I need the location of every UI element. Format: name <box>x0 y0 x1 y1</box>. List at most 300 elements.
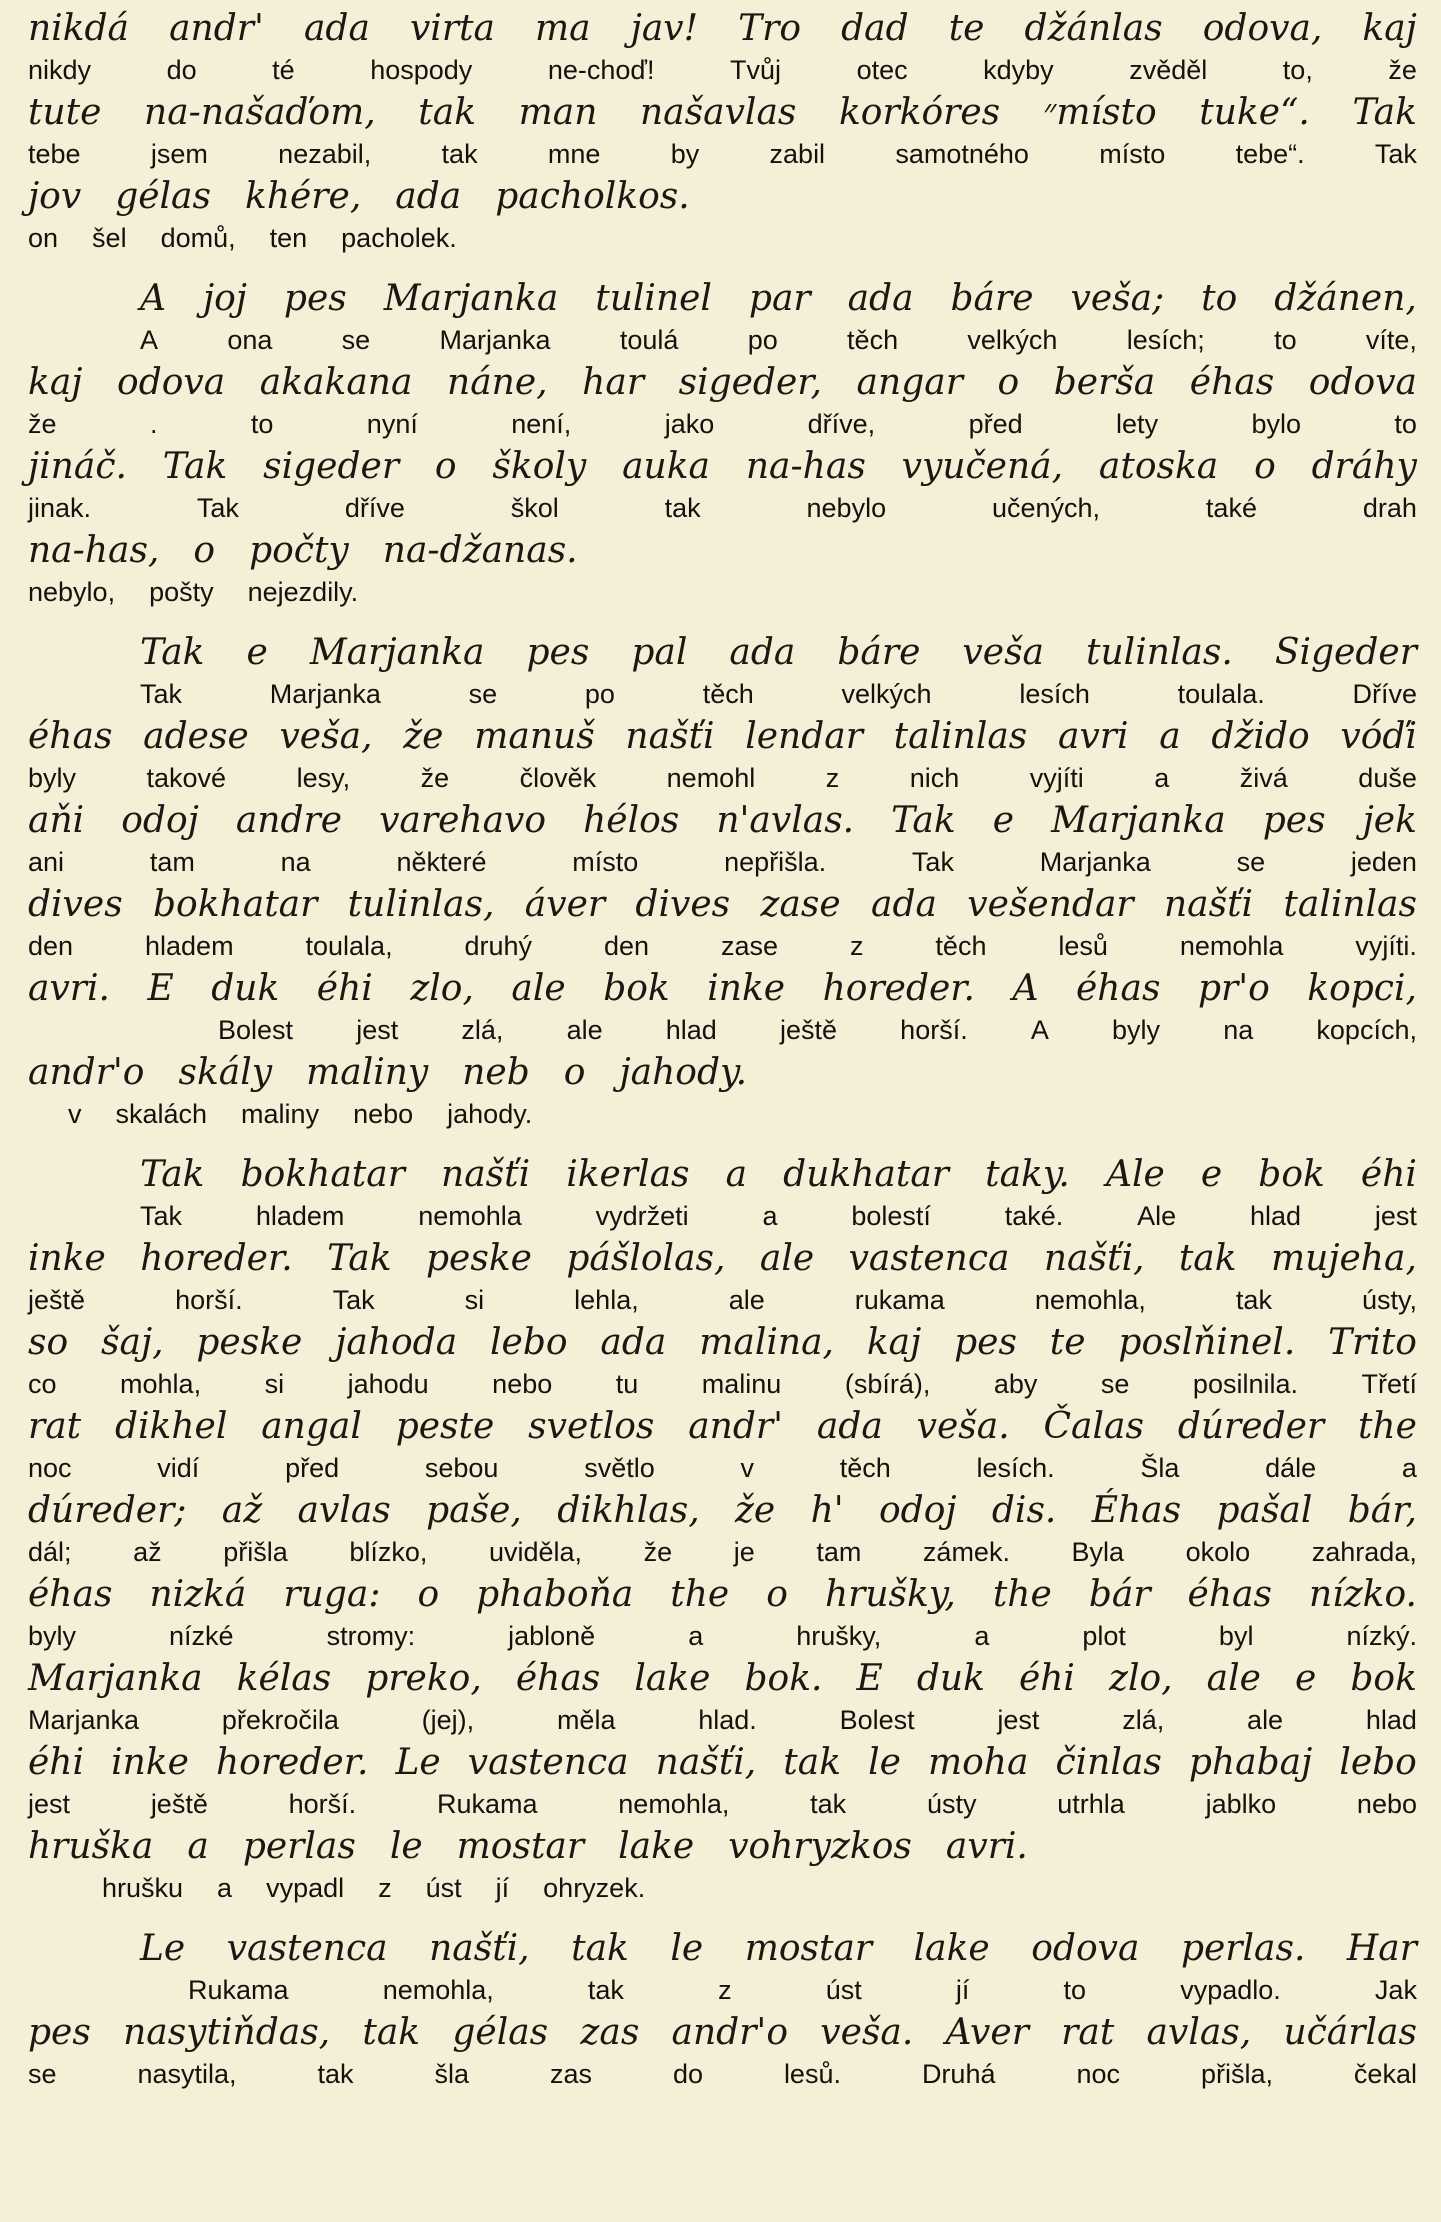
word: že <box>420 763 450 793</box>
word: jest <box>28 1789 71 1819</box>
word: ale <box>566 1015 603 1045</box>
word: nebo <box>1356 1789 1417 1819</box>
word: skalách <box>115 1099 208 1129</box>
czech-gloss-line <box>28 1012 1417 1050</box>
word: a <box>217 1873 233 1903</box>
word: tak <box>317 2059 354 2089</box>
word: Rukama <box>188 1975 289 2005</box>
word: jov <box>28 176 82 217</box>
line-pair <box>28 714 1417 798</box>
line-pair <box>28 360 1417 444</box>
word: nemohla <box>418 1201 522 1231</box>
word: jabloně <box>508 1621 596 1651</box>
word: svetlos <box>528 1406 655 1447</box>
word: že <box>734 1490 776 1531</box>
czech-gloss-line <box>28 1972 1417 2010</box>
word: měla <box>556 1705 616 1735</box>
word: nasytila, <box>137 2059 237 2089</box>
word: před <box>968 409 1023 439</box>
word: těch <box>847 325 899 355</box>
czech-gloss-line <box>28 136 1417 174</box>
word: tak <box>1178 1238 1237 1279</box>
word: ne-choď! <box>547 55 655 85</box>
word: Tak <box>140 679 183 709</box>
word: přišla <box>223 1537 288 1567</box>
word: e <box>1200 1154 1223 1195</box>
word: jek <box>1362 800 1417 841</box>
word: (jej), <box>421 1705 475 1735</box>
word: jeden <box>1350 847 1417 877</box>
word: a <box>1154 763 1170 793</box>
word: Tak <box>891 800 956 841</box>
word: nich <box>909 763 960 793</box>
word: tak <box>810 1789 847 1819</box>
word: Tak <box>1352 92 1417 133</box>
word: A <box>140 325 159 355</box>
czech-gloss-line <box>28 1282 1417 1320</box>
word: byl <box>1218 1621 1254 1651</box>
word: a <box>187 1826 209 1867</box>
word: Tak <box>140 1201 183 1231</box>
word: vyučená, <box>901 446 1064 487</box>
word: par <box>748 278 811 319</box>
word: Marjanka <box>28 1658 203 1699</box>
word: nebo <box>353 1099 414 1129</box>
czech-gloss-line <box>28 322 1417 360</box>
word: o <box>434 446 457 487</box>
line-pair <box>28 6 1417 90</box>
word: po <box>584 679 615 709</box>
word: horeder. <box>140 1238 293 1279</box>
word: Tak <box>1374 139 1417 169</box>
word: tak <box>571 1928 629 1969</box>
word: korkóres <box>838 92 1001 133</box>
romani-line <box>28 2010 1417 2056</box>
word: tulinlas. <box>1086 632 1233 673</box>
word: te <box>948 8 985 49</box>
word: andre <box>235 800 343 841</box>
word: našťi <box>625 716 715 757</box>
word: the <box>1357 1406 1417 1447</box>
word: andr' <box>169 8 264 49</box>
word: se <box>1100 1369 1130 1399</box>
word: tulinlas, <box>347 884 495 925</box>
word: našťi, <box>655 1742 757 1783</box>
word: vidí <box>157 1453 200 1483</box>
word: éhas <box>1076 968 1161 1009</box>
word: ten <box>269 223 308 253</box>
word: dříve <box>344 493 405 523</box>
word: odova <box>117 362 226 403</box>
word: angar <box>856 362 963 403</box>
word: Tak <box>332 1285 375 1315</box>
word: E <box>856 1658 883 1699</box>
word: jav! <box>630 8 699 49</box>
line-pair <box>28 1824 1417 1908</box>
czech-gloss-line <box>28 928 1417 966</box>
word: dives <box>28 884 123 925</box>
word: Marjanka <box>1039 847 1151 877</box>
word: nikdá <box>28 8 130 49</box>
word: jahody. <box>619 1052 748 1093</box>
word: avri. <box>945 1826 1028 1867</box>
romani-line <box>28 1488 1417 1534</box>
word: áver <box>524 884 606 925</box>
word: hlad <box>1250 1201 1302 1231</box>
word: horeder. <box>215 1742 369 1783</box>
word: rukama <box>854 1285 945 1315</box>
word: překročila <box>221 1705 339 1735</box>
word: gélas <box>452 2012 549 2053</box>
word: některé <box>396 847 487 877</box>
word: ada <box>729 632 796 673</box>
word: nebylo <box>806 493 887 523</box>
word: tak <box>783 1742 842 1783</box>
word: nemohla, <box>1034 1285 1146 1315</box>
word: to <box>1063 1975 1087 2005</box>
word: hlad <box>665 1015 717 1045</box>
word: angal <box>261 1406 362 1447</box>
word: Marjanka <box>269 679 381 709</box>
word: školy <box>492 446 587 487</box>
word: se <box>468 679 498 709</box>
word: činlas <box>1055 1742 1162 1783</box>
word: inke <box>28 1238 106 1279</box>
word: tebe“. <box>1235 139 1305 169</box>
line-pair <box>28 276 1417 360</box>
word: džánen, <box>1274 278 1417 319</box>
word: duk <box>916 1658 985 1699</box>
word: éhi <box>1018 1658 1075 1699</box>
word: nízký. <box>1346 1621 1417 1651</box>
word: našťi, <box>429 1928 530 1969</box>
word: ústy, <box>1361 1285 1417 1315</box>
word: do <box>166 55 197 85</box>
word: Marjanka <box>439 325 551 355</box>
word: Trito <box>1328 1322 1417 1363</box>
word: Čalas <box>1043 1406 1144 1447</box>
word: kaj <box>1362 8 1417 49</box>
word: zlo, <box>410 968 474 1009</box>
word: dad <box>841 8 909 49</box>
word: hrušky, <box>796 1621 882 1651</box>
word: Tak <box>162 446 228 487</box>
word: bokhatar <box>240 1154 405 1195</box>
romani-line <box>28 6 1417 52</box>
word: našťi <box>1163 884 1254 925</box>
word: e <box>992 800 1015 841</box>
word: na <box>280 847 311 877</box>
word: lake <box>913 1928 990 1969</box>
word: ještě <box>28 1285 86 1315</box>
word: A <box>1012 968 1039 1009</box>
romani-line <box>28 630 1417 676</box>
word: bylo <box>1251 409 1302 439</box>
line-pair <box>28 1152 1417 1236</box>
word: zlá, <box>461 1015 504 1045</box>
word: mne <box>547 139 601 169</box>
word: báre <box>950 278 1034 319</box>
line-pair <box>28 1572 1417 1656</box>
word: maliny <box>306 1052 429 1093</box>
word: pes <box>526 632 590 673</box>
word: nezabil, <box>278 139 372 169</box>
word: co <box>28 1369 57 1399</box>
word: ruga: <box>283 1574 381 1615</box>
word: nízké <box>169 1621 234 1651</box>
word: the <box>670 1574 730 1615</box>
word: andr' <box>688 1406 784 1447</box>
word: učených, <box>991 493 1101 523</box>
word: pes <box>954 1322 1017 1363</box>
word: bár <box>1088 1574 1151 1615</box>
word: Marjanka <box>1051 800 1226 841</box>
word: byly <box>1112 1015 1161 1045</box>
word: o <box>766 1574 788 1615</box>
word: tak <box>362 2012 421 2053</box>
line-pair <box>28 630 1417 714</box>
word: inke <box>111 1742 189 1783</box>
word: ״místo <box>1042 92 1157 133</box>
word: učárlas <box>1283 2012 1417 2053</box>
word: den <box>604 931 650 961</box>
word: o <box>1254 446 1276 487</box>
word: lebo <box>1339 1742 1417 1783</box>
word: na-našaďom, <box>144 92 376 133</box>
word: avlas, <box>1146 2012 1252 2053</box>
word: šel <box>92 223 127 253</box>
word: o <box>563 1052 586 1093</box>
word: ada <box>600 1322 667 1363</box>
word: pr'o <box>1197 968 1270 1009</box>
word: ale <box>1206 1658 1261 1699</box>
word: neb <box>462 1052 530 1093</box>
word: pášlolas, <box>566 1238 726 1279</box>
word: vastenca <box>848 1238 1010 1279</box>
czech-gloss-line <box>28 1198 1417 1236</box>
word: Le <box>395 1742 441 1783</box>
word: malinu <box>701 1369 782 1399</box>
word: místo <box>1099 139 1166 169</box>
word: Rukama <box>436 1789 538 1819</box>
word: dříve, <box>807 409 876 439</box>
word: lesy, <box>296 763 351 793</box>
word: zas <box>549 2059 592 2089</box>
word: byly <box>28 1621 77 1651</box>
line-pair <box>28 1236 1417 1320</box>
romani-line <box>28 1572 1417 1618</box>
word: kopcích, <box>1316 1015 1417 1045</box>
word: nejezdily. <box>247 577 359 607</box>
word: éhas <box>28 1574 113 1615</box>
word: E <box>147 968 174 1009</box>
word: dis. <box>991 1490 1057 1531</box>
word: veša; <box>1070 278 1165 319</box>
line-pair <box>28 2010 1417 2094</box>
czech-gloss-line <box>28 1786 1417 1824</box>
word: džido <box>1211 716 1310 757</box>
word: odoj <box>879 1490 957 1531</box>
word: vastenca <box>467 1742 629 1783</box>
word: ma <box>535 8 591 49</box>
word: odova <box>1308 362 1417 403</box>
word: takové <box>146 763 227 793</box>
word: bok. <box>744 1658 823 1699</box>
romani-line <box>28 882 1417 928</box>
romani-line <box>28 90 1417 136</box>
word: a <box>1159 716 1181 757</box>
word: tute <box>28 92 102 133</box>
word: maliny <box>241 1099 320 1129</box>
word: éhi <box>316 968 373 1009</box>
romani-line <box>28 1404 1417 1450</box>
word: kaj <box>866 1322 922 1363</box>
word: pal <box>631 632 688 673</box>
word: domů, <box>160 223 236 253</box>
word: na <box>1223 1015 1254 1045</box>
word: ale <box>759 1238 815 1279</box>
word: jahodu <box>347 1369 429 1399</box>
word: člověk <box>519 763 597 793</box>
czech-gloss-line <box>28 1870 1417 1908</box>
word: lesích. <box>976 1453 1055 1483</box>
word: . <box>149 409 158 439</box>
word: místo <box>572 847 639 877</box>
word: manuš <box>474 716 595 757</box>
word: joj <box>202 278 247 319</box>
word: velkých <box>841 679 932 709</box>
romani-line <box>28 714 1417 760</box>
romani-line <box>28 360 1417 406</box>
word: horší. <box>288 1789 357 1819</box>
word: lebo <box>490 1322 568 1363</box>
word: khére, <box>245 176 362 217</box>
word: kaj <box>28 362 83 403</box>
word: tak <box>418 92 477 133</box>
word: tulinel <box>595 278 712 319</box>
word: ústy <box>926 1789 977 1819</box>
word: ada <box>303 8 370 49</box>
word: nasytiňdas, <box>123 2012 331 2053</box>
word: Třetí <box>1361 1369 1417 1399</box>
word: Ale <box>1105 1154 1165 1195</box>
word: Byla <box>1071 1537 1125 1567</box>
word: pacholek. <box>341 223 457 253</box>
word: perlas. <box>1180 1928 1306 1969</box>
word: lesů <box>1058 931 1108 961</box>
word: A <box>140 278 166 319</box>
word: sigeder <box>263 446 400 487</box>
word: posilnila. <box>1192 1369 1298 1399</box>
line-pair <box>28 528 1417 612</box>
word: Bolest <box>218 1015 294 1045</box>
word: druhý <box>464 931 533 961</box>
word: hladem <box>145 931 234 961</box>
word: taky. <box>985 1154 1070 1195</box>
line-pair <box>28 966 1417 1050</box>
czech-gloss-line <box>28 220 1417 258</box>
word: ona <box>227 325 273 355</box>
word: na-has <box>745 446 866 487</box>
word: horší. <box>900 1015 968 1045</box>
word: paše, <box>426 1490 522 1531</box>
word: ikerlas <box>566 1154 690 1195</box>
word: A <box>1030 1015 1049 1045</box>
word: a <box>1401 1453 1417 1483</box>
word: Tak <box>911 847 954 877</box>
word: čekal <box>1353 2059 1417 2089</box>
word: lesích; <box>1126 325 1205 355</box>
czech-gloss-line <box>28 52 1417 90</box>
word: jahody. <box>447 1099 533 1129</box>
word: a <box>688 1621 704 1651</box>
word: do <box>672 2059 703 2089</box>
word: inke <box>707 968 786 1009</box>
word: jahoda <box>335 1322 458 1363</box>
word: auka <box>622 446 711 487</box>
line-pair <box>28 1404 1417 1488</box>
romani-line <box>28 1740 1417 1786</box>
word: avri <box>1057 716 1129 757</box>
word: tebe <box>28 139 81 169</box>
word: Marjanka <box>28 1705 140 1735</box>
word: až <box>133 1537 162 1567</box>
word: dráhy <box>1311 446 1417 487</box>
word: pes <box>283 278 347 319</box>
word: on <box>28 223 59 253</box>
word: živá <box>1239 763 1288 793</box>
word: Marjanka <box>309 632 485 673</box>
word: Tro <box>738 8 802 49</box>
word: si <box>464 1285 485 1315</box>
word: veša. <box>820 2012 914 2053</box>
word: avlas <box>297 1490 391 1531</box>
czech-gloss-line <box>28 760 1417 798</box>
word: ještě <box>150 1789 208 1819</box>
word: škol <box>510 493 559 523</box>
word: zase <box>721 931 779 961</box>
word: se <box>1236 847 1266 877</box>
word: duše <box>1358 763 1417 793</box>
word: byly <box>28 763 77 793</box>
word: éhi <box>1360 1154 1417 1195</box>
word: to <box>1394 409 1417 439</box>
word: hrušky, <box>824 1574 956 1615</box>
word: vastenca <box>226 1928 388 1969</box>
word: na-džanas. <box>382 530 578 571</box>
word: éhas <box>515 1658 601 1699</box>
word: tak <box>587 1975 624 2005</box>
word: tuke“. <box>1199 92 1310 133</box>
word: v <box>740 1453 754 1483</box>
word: blízko, <box>349 1537 428 1567</box>
czech-gloss-line <box>28 406 1417 444</box>
romani-line <box>28 1152 1417 1198</box>
word: tak <box>1235 1285 1272 1315</box>
line-pair <box>28 444 1417 528</box>
word: tu <box>615 1369 639 1399</box>
word: éhas <box>1187 1574 1272 1615</box>
word: si <box>264 1369 285 1399</box>
word: z <box>378 1873 392 1903</box>
word: pašal <box>1216 1490 1313 1531</box>
word: dikhel <box>114 1406 228 1447</box>
word: nebo <box>492 1369 553 1399</box>
word: Šla <box>1140 1453 1180 1483</box>
word: peske <box>196 1322 303 1363</box>
word: avri. <box>28 968 110 1009</box>
word: plot <box>1082 1621 1126 1651</box>
